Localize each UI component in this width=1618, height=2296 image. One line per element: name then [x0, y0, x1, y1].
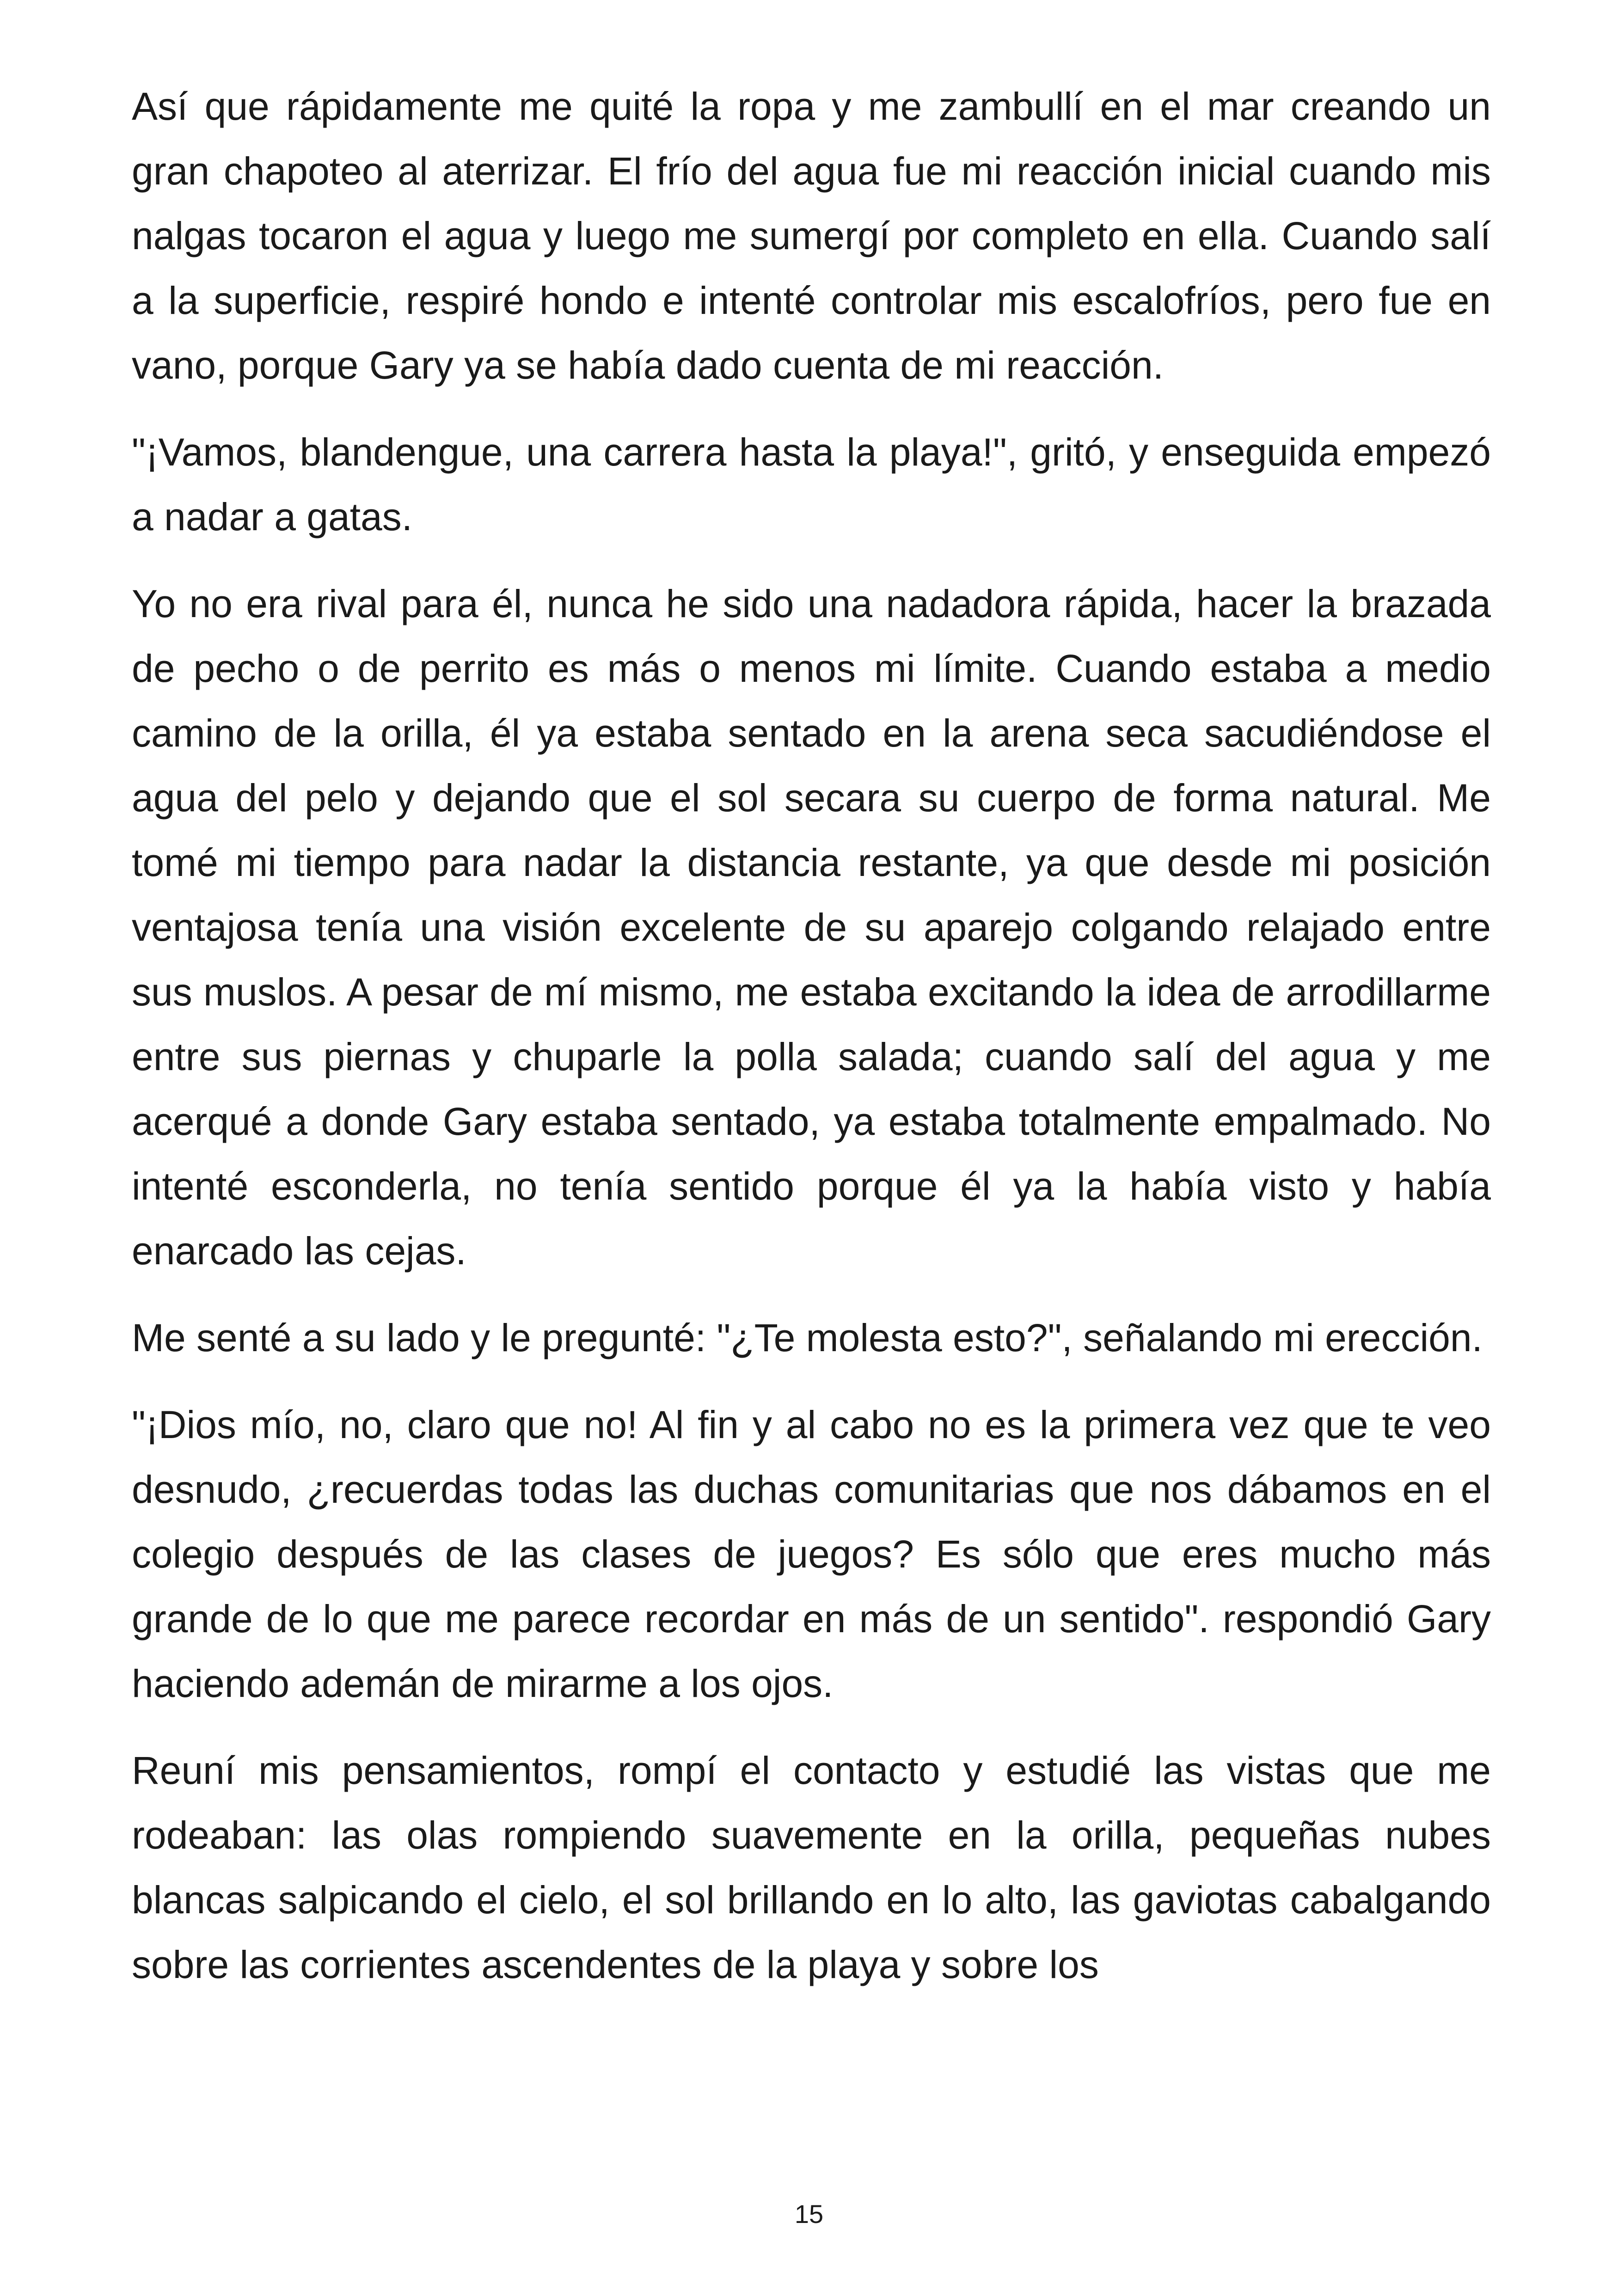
paragraph-2: "¡Vamos, blandengue, una carrera hasta la playa!", gritó, y enseguida empezó a nadar a gatas. [132, 430, 1491, 539]
paragraph-6: Reuní mis pensamientos, rompí el contacto y estudié las vistas que me rodeaban: las olas rompiendo suavemente en la orilla, pequeñas nubes blancas salpicando el cielo, el sol brillando en lo alto, las gaviotas cabalgando sobre las corrientes ascendentes de la playa y sobre los [132, 1749, 1491, 1986]
paragraph-1: Así que rápidamente me quité la ropa y me zambullí en el mar creando un gran chapoteo al aterrizar. El frío del agua fue mi reacción inicial cuando mis nalgas tocaron el agua y luego me sumergí por completo en ella. Cuando salí a la superficie, respiré hondo e intenté controlar mis escalofríos, pero fue en vano, porque Gary ya se había dado cuenta de mi reacción. [132, 85, 1491, 387]
page-number: 15 [794, 2199, 824, 2229]
paragraph-5: "¡Dios mío, no, claro que no! Al fin y al cabo no es la primera vez que te veo desnudo, ¿recuerdas todas las duchas comunitarias que nos dábamos en el colegio después de las clases de juegos? Es sólo que eres mucho más grande de lo que me parece recordar en más de un sentido". respondió Gary haciendo ademán de mirarme a los ojos. [132, 1403, 1491, 1705]
paragraph-4: Me senté a su lado y le pregunté: "¿Te molesta esto?", señalando mi erección. [132, 1316, 1483, 1359]
page-body [132, 74, 1491, 2019]
paragraph-3: Yo no era rival para él, nunca he sido una nadadora rápida, hacer la brazada de pecho o de perrito es más o menos mi límite. Cuando estaba a medio camino de la orilla, él ya estaba sentado en la arena seca sacudiéndose el agua del pelo y dejando que el sol secara su cuerpo de forma natural. Me tomé mi tiempo para nadar la distancia restante, ya que desde mi posición ventajosa tenía una visión excelente de su aparejo colgando relajado entre sus muslos. A pesar de mí mismo, me estaba excitando la idea de arrodillarme entre sus piernas y chuparle la polla salada; cuando salí del agua y me acerqué a donde Gary estaba sentado, ya estaba totalmente empalmado. No intenté esconderla, no tenía sentido porque él ya la había visto y había enarcado las cejas. [132, 582, 1491, 1273]
